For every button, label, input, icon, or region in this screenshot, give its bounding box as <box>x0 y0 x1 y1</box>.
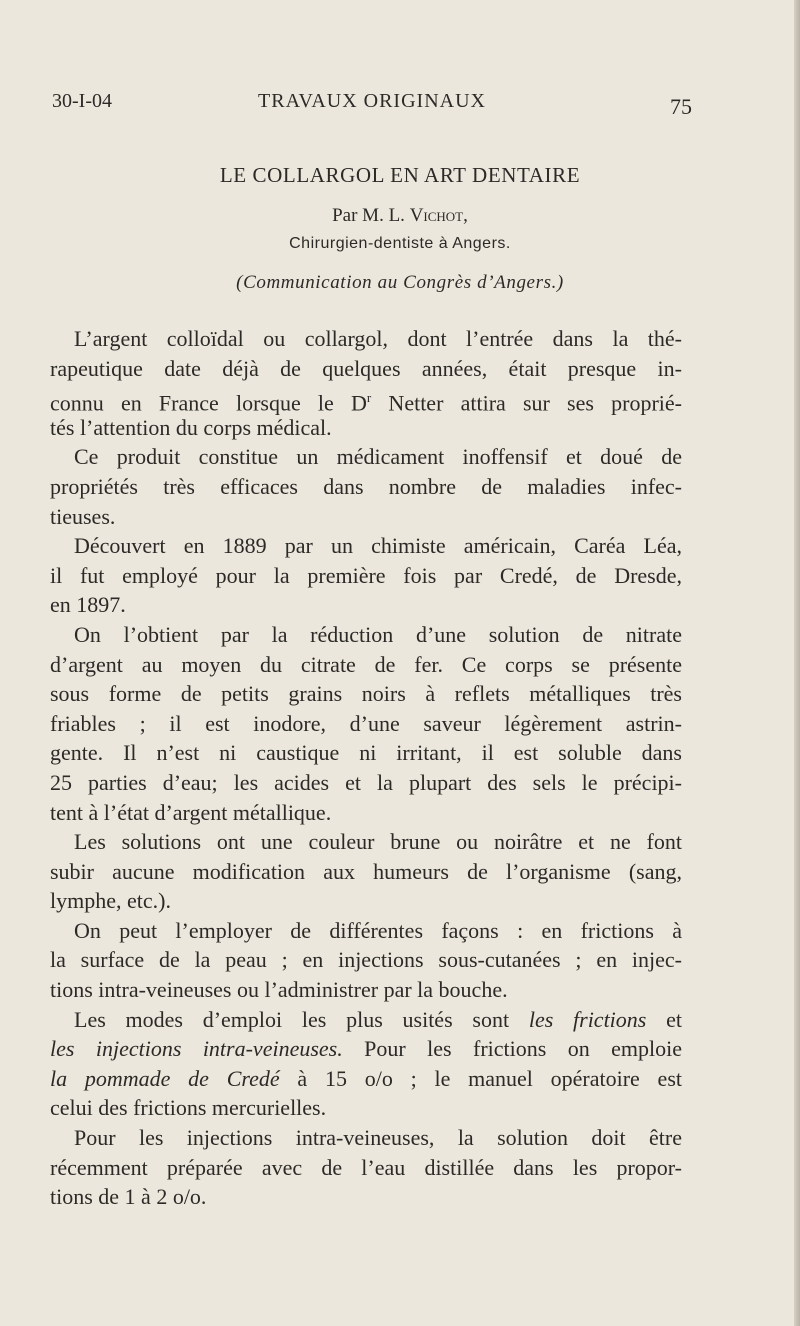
text-line: On peut l’employer de différentes façons : en frictions à <box>74 917 682 943</box>
text-line: il fut employé pour la première fois par Credé, de Dresde, <box>50 562 682 588</box>
superscript: r <box>366 390 372 406</box>
text-line: en 1897. <box>50 592 126 618</box>
text-line: tions de 1 à 2 o/o. <box>50 1184 207 1210</box>
text-line: Pour les injections intra-veineuses, la solution doit être <box>74 1125 682 1151</box>
text-line: tieuses. <box>50 503 116 529</box>
text-line: 25 parties d’eau; les acides et la plupart des sels le précipi- <box>50 769 682 795</box>
page-number: 75 <box>670 94 692 119</box>
text-fragment: Les modes d’emploi les plus usités sont <box>74 1006 529 1032</box>
text-line: propriétés très efficaces dans nombre de maladies infec- <box>50 473 682 499</box>
header-date: 30-I-04 <box>52 90 112 112</box>
text-line <box>50 383 682 416</box>
text-line: Les solutions ont une couleur brune ou noirâtre et ne font <box>74 829 682 855</box>
text-line <box>50 1005 682 1035</box>
page-edge <box>794 0 800 1326</box>
article-title: LE COLLARGOL EN ART DENTAIRE <box>219 163 581 187</box>
text-line <box>50 1064 682 1094</box>
text-fragment: Netter attira sur ses proprié- <box>371 390 682 416</box>
italic-fragment: la pommade de Credé <box>50 1065 280 1091</box>
text-fragment: connu en France lorsque le D <box>50 390 367 416</box>
text-line: gente. Il n’est ni caustique ni irritant, il est soluble dans <box>50 740 682 766</box>
byline <box>0 205 800 227</box>
author-name: Vichot, <box>409 205 468 226</box>
communication-note: (Communication au Congrès d’Angers.) <box>236 272 564 293</box>
article-body <box>50 324 682 1212</box>
text-fragment: et <box>646 1006 682 1032</box>
text-line: rapeutique date déjà de quelques années, était presque in- <box>50 355 682 381</box>
italic-fragment: les frictions <box>528 1006 647 1032</box>
text-fragment: Pour les frictions on emploie <box>342 1036 683 1062</box>
text-line: On l’obtient par la réduction d’une solution de nitrate <box>74 621 682 647</box>
text-line: Découvert en 1889 par un chimiste américain, Caréa Léa, <box>74 533 682 559</box>
text-line: tés l’attention du corps médical. <box>50 414 332 440</box>
header-running-title: TRAVAUX ORIGINAUX <box>258 90 486 112</box>
text-line: Ce produit constitue un médicament inoffensif et doué de <box>74 444 682 470</box>
author-affiliation: Chirurgien-dentiste à Angers. <box>289 235 511 252</box>
text-line: L’argent colloïdal ou collargol, dont l’entrée dans la thé- <box>74 326 682 351</box>
text-line <box>50 1034 682 1064</box>
text-line: friables ; il est inodore, d’une saveur légèrement astrin- <box>50 710 682 736</box>
text-line: subir aucune modification aux humeurs de l’organisme (sang, <box>50 858 682 884</box>
running-header <box>52 90 692 120</box>
text-line: d’argent au moyen du citrate de fer. Ce corps se présente <box>50 651 682 677</box>
byline-prefix: Par M. L. <box>332 205 410 226</box>
text-line: la surface de la peau ; en injections sous-cutanées ; en injec- <box>50 947 682 973</box>
text-line: lymphe, etc.). <box>50 888 171 914</box>
text-line: celui des frictions mercurielles. <box>50 1095 327 1121</box>
text-fragment: à 15 o/o ; le manuel opératoire est <box>279 1065 682 1091</box>
text-line: tent à l’état d’argent métallique. <box>50 799 332 825</box>
text-line: sous forme de petits grains noirs à reflets métalliques très <box>50 681 682 707</box>
text-line: récemment préparée avec de l’eau distillée dans les propor- <box>50 1154 682 1180</box>
text-line: tions intra-veineuses ou l’administrer par la bouche. <box>50 977 508 1003</box>
italic-fragment: les injections intra-veineuses. <box>50 1036 343 1062</box>
